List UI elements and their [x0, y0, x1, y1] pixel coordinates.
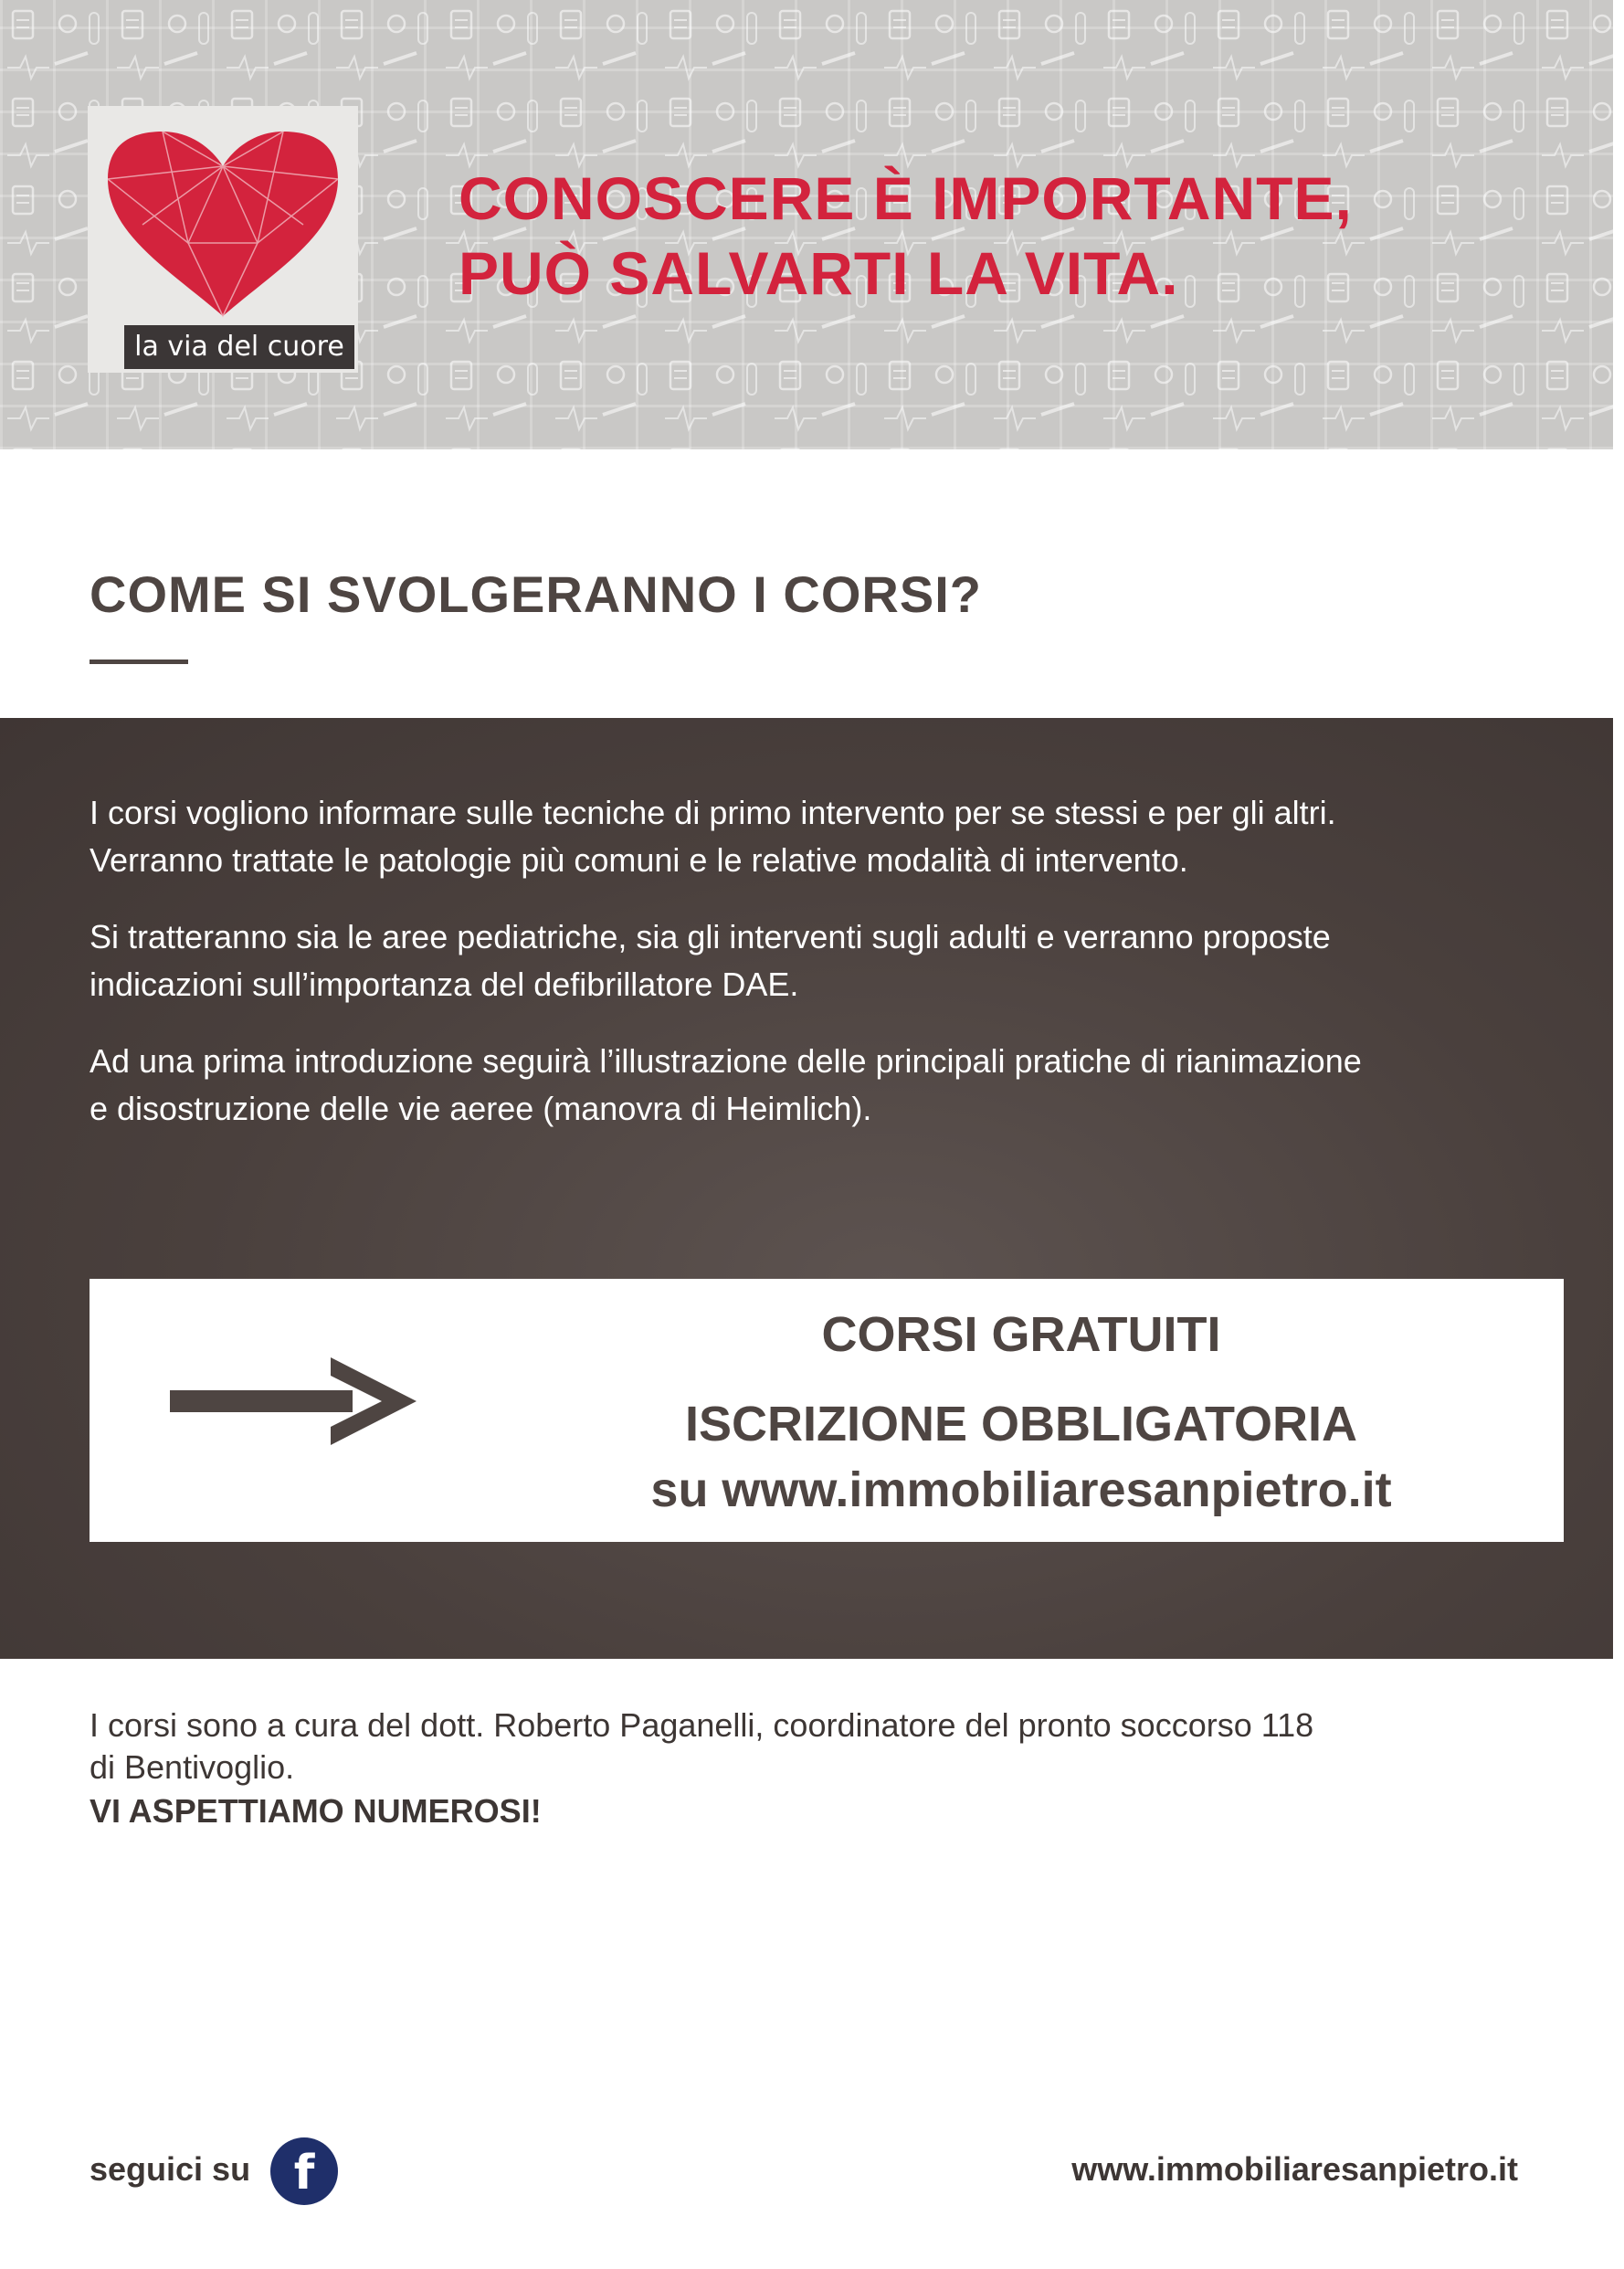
paragraph-line: Verranno trattate le patologie più comuni e le relative modalità di intervento.: [90, 841, 1188, 879]
facebook-icon[interactable]: f: [270, 2137, 338, 2205]
website-link[interactable]: www.immobiliaresanpietro.it: [1071, 2150, 1518, 2188]
courses-callout: [90, 1279, 1564, 1542]
header-banner: [0, 0, 1613, 449]
paragraph-line: indicazioni sull’importanza del defibrillatore DAE.: [90, 966, 799, 1003]
paragraph-line: Ad una prima introduzione seguirà l’illustrazione delle principali pratiche di rianimazione: [90, 1042, 1362, 1080]
section-title: COME SI SVOLGERANNO I CORSI?: [90, 565, 982, 623]
credits-line: I corsi sono a cura del dott. Roberto Paganelli, coordinatore del pronto soccorso 118: [90, 1706, 1314, 1744]
heart-icon: [88, 106, 358, 325]
arrow-right-icon: [170, 1357, 417, 1445]
paragraph-1: [90, 789, 1533, 884]
paragraph-line: e disostruzione delle vie aeree (manovra di Heimlich).: [90, 1090, 872, 1127]
cta-registration: ISCRIZIONE OBBLIGATORIA: [684, 1397, 1357, 1451]
cta-website-link[interactable]: su www.immobiliaresanpietro.it: [650, 1462, 1392, 1517]
closing-text: VI ASPETTIAMO NUMEROSI!: [90, 1792, 542, 1830]
headline: [459, 161, 1353, 311]
logo-text: la via del cuore: [124, 325, 354, 369]
paragraph-2: [90, 913, 1533, 1008]
paragraph-3: [90, 1038, 1533, 1133]
title-underline: [90, 660, 188, 664]
headline-line-2: PUÒ SALVARTI LA VITA.: [459, 239, 1179, 307]
logo: [88, 106, 358, 373]
headline-line-1: CONOSCERE È IMPORTANTE,: [459, 164, 1353, 232]
paragraph-line: Si tratteranno sia le aree pediatriche, sia gli interventi sugli adulti e verranno proposte: [90, 918, 1331, 955]
follow-label: seguici su: [90, 2150, 251, 2188]
credits-line: di Bentivoglio.: [90, 1748, 295, 1786]
paragraph-line: I corsi vogliono informare sulle tecniche di primo intervento per se stessi e per gli altri.: [90, 794, 1336, 831]
credits-text: [90, 1704, 1313, 1789]
cta-free-courses: CORSI GRATUITI: [821, 1307, 1221, 1362]
